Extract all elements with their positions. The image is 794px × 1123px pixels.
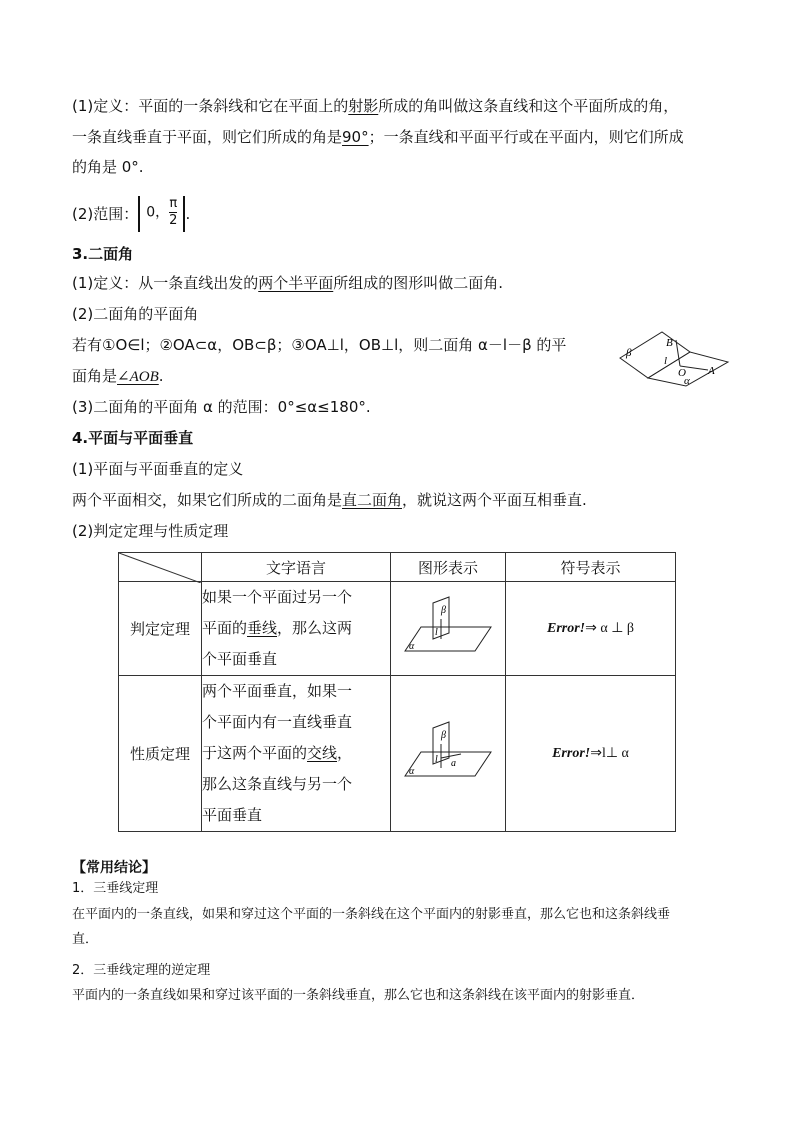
text: 所成的角叫做这条直线和这个平面所成的角， (378, 97, 679, 115)
text: 平面的 (202, 619, 248, 637)
table-row (119, 582, 676, 676)
text: 面角是 (72, 367, 118, 385)
row-text (202, 676, 391, 832)
text: 平面垂直 (202, 806, 263, 824)
perp-planes-figure (403, 595, 493, 659)
perp-def-title: (1)平面与平面垂直的定义 (72, 460, 244, 478)
fig-label: B (666, 337, 673, 349)
text: . (185, 205, 191, 223)
range-line (72, 196, 190, 232)
fig-label: A (708, 365, 715, 377)
row-name: 性质定理 (119, 676, 202, 832)
plane-angle-line (72, 366, 164, 387)
dihedral-def (72, 273, 503, 293)
fig-label: α (409, 765, 415, 777)
perp-def-line (72, 490, 587, 510)
text: 如果一个平面过另一个 (202, 588, 353, 606)
fig-label: α (684, 375, 690, 387)
fig-label: O (678, 367, 686, 379)
text: 个平面垂直 (202, 650, 278, 668)
underlined-term: ∠AOB (117, 369, 159, 385)
underlined-term: 直二面角 (342, 491, 403, 509)
text: 两个平面垂直，如果一 (202, 682, 353, 700)
text: 两个平面相交，如果它们所成的二面角是 (72, 491, 343, 509)
def-line-3: 的角是 0°. (72, 158, 144, 176)
row-name: 判定定理 (119, 582, 202, 676)
range-bracket (138, 196, 185, 232)
text: (1)定义：从一条直线出发的 (72, 274, 259, 292)
theorems-table (118, 552, 676, 832)
row-figure (391, 582, 506, 676)
text: (1)定义：平面的一条斜线和它在平面上的 (72, 97, 349, 115)
range-zero: 0， (146, 204, 170, 221)
frac-num: π (169, 196, 178, 211)
text: ， (337, 744, 353, 762)
plane-angle-title: (2)二面角的平面角 (72, 305, 199, 323)
conclusions-heading: 【常用结论】 (72, 860, 156, 876)
theorems-title: (2)判定定理与性质定理 (72, 522, 229, 540)
text: ；一条直线和平面平行或在平面内，则它们所成 (368, 128, 684, 146)
underlined-term: 垂线 (247, 619, 278, 637)
text: ，就说这两个平面互相垂直. (402, 491, 587, 509)
underlined-term: 两个半平面 (258, 274, 334, 292)
underlined-term: 交线 (307, 744, 338, 762)
conclusion-1-title: 1．三垂线定理 (72, 881, 159, 896)
fig-label: β (626, 347, 632, 359)
text: 个平面内有一直线垂直 (202, 713, 353, 731)
pi-over-2 (169, 196, 177, 229)
def-line-2 (72, 127, 684, 147)
conclusion-2-title: 2．三垂线定理的逆定理 (72, 963, 211, 978)
frac-den: 2 (169, 213, 178, 228)
fig-label: l (435, 626, 438, 638)
row-figure (391, 676, 506, 832)
table-row (119, 676, 676, 832)
error-text: Error! (546, 621, 586, 636)
corner-cell (119, 553, 202, 582)
fig-label: α (409, 640, 415, 652)
fig-label: l (435, 753, 438, 765)
symbol-text: ⇒ α ⊥ β (585, 621, 635, 636)
dihedral-figure (618, 330, 730, 388)
conclusion-1-line-2: 直． (72, 932, 99, 947)
row-symbol (506, 582, 676, 676)
underlined-term: 射影 (348, 97, 379, 115)
conclusion-2-line-1: 平面内的一条直线如果和穿过该平面的一条斜线垂直，那么它也和这条斜线在该平面内的射影垂直． (72, 988, 645, 1003)
conditions-line: 若有①O∈l；②OA⊂α，OB⊂β；③OA⊥l，OB⊥l，则二面角 α－l－β 的平 (72, 336, 567, 354)
fig-label: a (451, 757, 456, 769)
text: ，那么这两 (277, 619, 353, 637)
row-symbol (506, 676, 676, 832)
text: . (158, 367, 164, 385)
fig-label: l (664, 355, 668, 367)
row-text (202, 582, 391, 676)
text: 一条直线垂直于平面，则它们所成的角是 (72, 128, 343, 146)
text: 于这两个平面的 (202, 744, 308, 762)
header-symbol: 符号表示 (506, 553, 676, 582)
def-line-1 (72, 96, 678, 116)
section-3-heading: 3.二面角 (72, 245, 134, 263)
error-text: Error! (552, 746, 591, 761)
underlined-term: 90° (342, 128, 369, 146)
section-4-heading: 4.平面与平面垂直 (72, 429, 194, 447)
range-dihedral-line: (3)二面角的平面角 α 的范围：0°≤α≤180°. (72, 398, 371, 416)
perp-planes-figure (403, 720, 493, 784)
fig-label: β (441, 604, 446, 616)
range-label: (2)范围： (72, 205, 139, 223)
symbol-text: ⇒l⊥ α (590, 746, 629, 761)
text: 所组成的图形叫做二面角. (333, 274, 504, 292)
conclusion-1-line-1: 在平面内的一条直线，如果和穿过这个平面的一条斜线在这个平面内的射影垂直，那么它也和这条斜线垂 (72, 907, 671, 922)
fig-label: β (441, 729, 446, 741)
text: 那么这条直线与另一个 (202, 775, 353, 793)
header-figure: 图形表示 (391, 553, 506, 582)
header-text-language: 文字语言 (202, 553, 391, 582)
